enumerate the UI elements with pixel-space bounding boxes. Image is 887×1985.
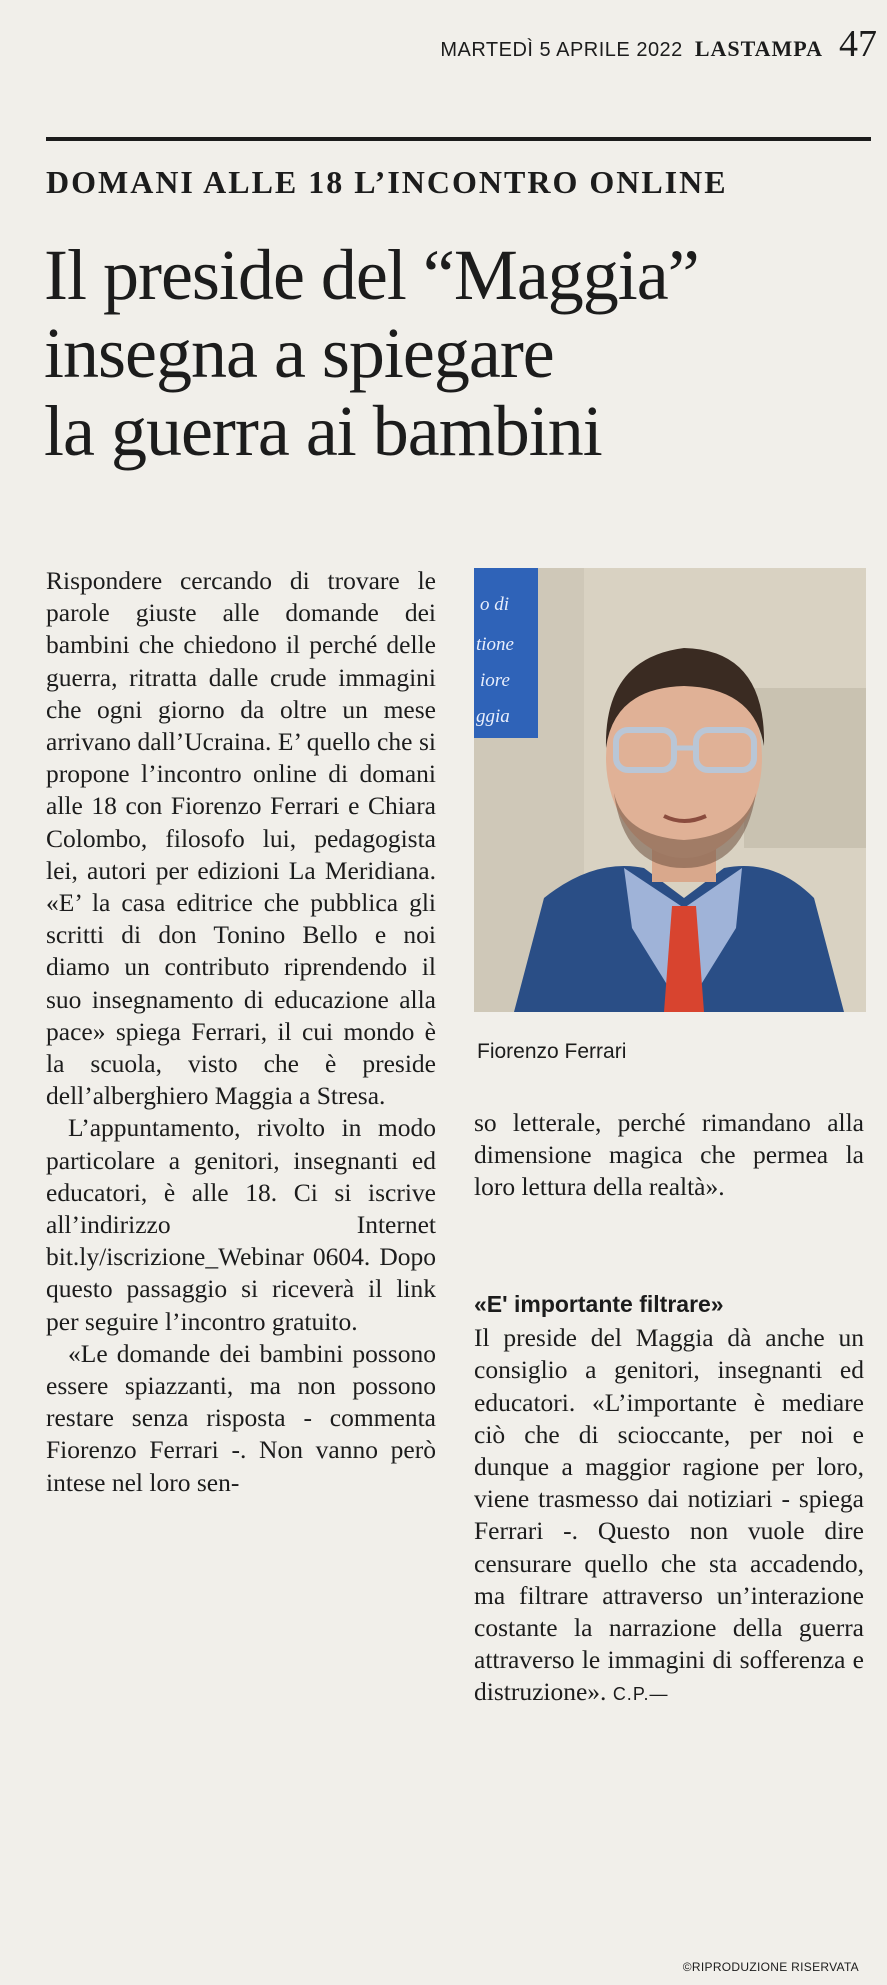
body-paragraph: «Le domande dei bambini possono essere spiazzanti, ma non possono restare senza risposta - commenta Fiorenzo Ferrari -. Non vanno però intese nel loro sen- xyxy=(46,1338,436,1497)
newspaper-name: LASTAMPA xyxy=(694,36,823,61)
copyright-notice: ©RIPRODUZIONE RISERVATA xyxy=(682,1960,859,1974)
poster-text: ggia xyxy=(476,706,510,727)
article-column-right-bottom xyxy=(474,1288,864,1711)
body-paragraph: so letterale, perché rimandano alla dimensione magica che permea la loro lettura della realtà». xyxy=(474,1108,864,1202)
section-subhead: «E' importante filtrare» xyxy=(474,1291,724,1317)
poster-text: iore xyxy=(480,670,510,691)
article-column-right-top xyxy=(474,1107,864,1204)
body-paragraph: L’appuntamento, rivolto in modo particolare a genitori, insegnanti ed educatori, è alle 18. Ci si iscrive all’indirizzo Internet bit.ly/iscrizione_Webinar 0604. Dopo questo passaggio si riceverà il link per seguire l’incontro gratuito. xyxy=(46,1113,436,1336)
photo-caption: Fiorenzo Ferrari xyxy=(477,1040,627,1063)
page-header xyxy=(0,22,877,66)
headline-line: la guerra ai bambini xyxy=(44,391,602,471)
poster-text: o di xyxy=(480,594,510,615)
article-headline xyxy=(44,236,864,470)
issue-date: MARTEDÌ 5 APRILE 2022 xyxy=(440,39,683,61)
body-paragraph: Rispondere cercando di trovare le parole giuste alle domande dei bambini che chiedono il perché delle guerra, ritratta dalle crude immagini che ogni giorno da oltre un mese arrivano dall’Ucraina. E’ quello che si propone l’incontro online di domani alle 18 con Fiorenzo Ferrari e Chiara Colombo, filosofo lui, pedagogista lei, autori per edizioni La Meridiana. «E’ la casa editrice che pubblica gli scritti di don Tonino Bello e noi diamo un contributo riprendendo il suo insegnamento di educazione alla pace» spiega Ferrari, il cui mondo è la scuola, visto che è preside dell’alberghiero Maggia a Stresa. xyxy=(46,566,436,1111)
headline-line: insegna a spiegare xyxy=(44,313,554,393)
body-text: Il preside del Maggia dà anche un consiglio a genitori, insegnanti ed educatori. «L’importante è mediare ciò che di scioccante, per noi e dunque a maggior ragione per loro, viene trasmesso dai notiziari - spiega Ferrari -. Questo non vuole dire censurare quello che sta accadendo, ma filtrare attraverso un’interazione costante la narrazione della guerra attraverso le immagini di sofferenza e distruzione». xyxy=(474,1323,864,1707)
portrait-illustration xyxy=(474,568,866,1012)
headline-line: Il preside del “Maggia” xyxy=(44,235,699,315)
article-kicker: DOMANI ALLE 18 L’INCONTRO ONLINE xyxy=(46,164,728,200)
body-paragraph xyxy=(474,1322,864,1710)
page-number: 47 xyxy=(839,23,877,65)
article-column-left xyxy=(46,565,436,1499)
portrait-photo xyxy=(474,568,866,1012)
poster-text: tione xyxy=(476,634,514,655)
author-signature: C.P.— xyxy=(612,1684,669,1705)
header-rule xyxy=(46,137,871,141)
